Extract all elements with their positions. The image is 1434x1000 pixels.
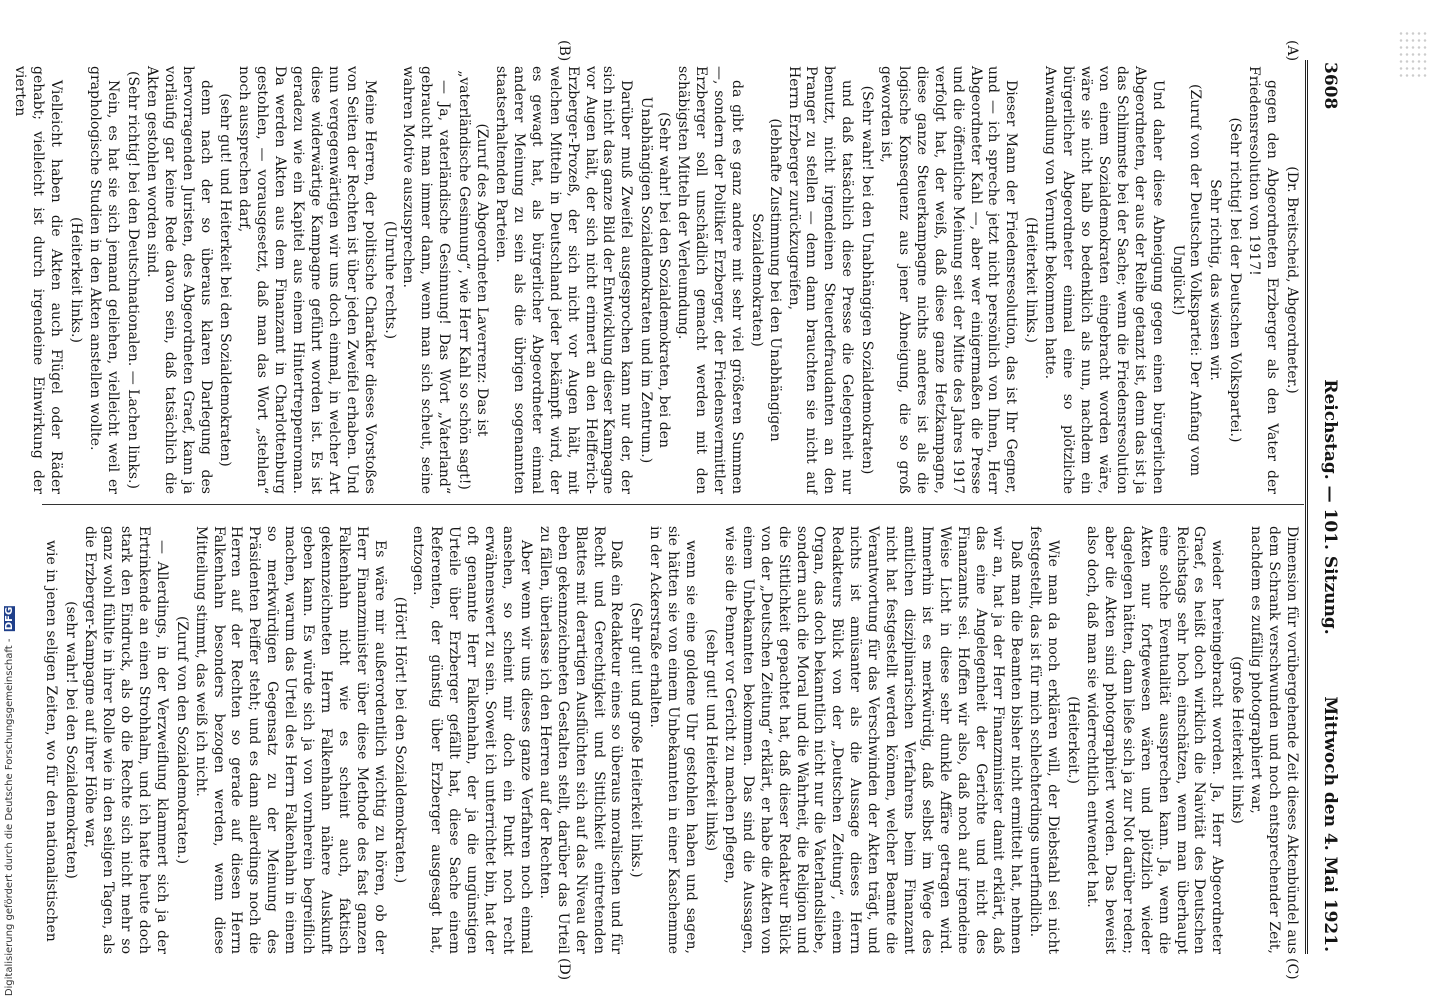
paragraph: Meine Herren, der politische Charakter dieses Vorstoßes von Seiten der Rechten ist über jeden Zweifel erhaben. Und nun vergegenwärtigen wir uns doch einmal, in welcher Art diese widerwärtige Kampagne geführt worden ist. Es ist geradezu wie ein Kapitel aus einem Hintertreppenroman. Da werden Akten aus dem Finanzamt in Charlottenburg gestohlen, — vorausgesetzt, daß man das Wort „stehlen“ noch aussprechen darf, xyxy=(236,66,378,494)
interjection: (Heiterkeit.) xyxy=(1065,696,1082,784)
interjection: (sehr wahr! bei den Sozialdemokraten) xyxy=(63,601,80,879)
paragraph: denn nach der so überaus klaren Darlegung des hervorragenden Juristen, des Abgeordneten Graef, kann ja vorläufig gar keine Rede davon sein, daß tatsächlich die Akten gestohlen worden sind. xyxy=(143,66,214,494)
interjection: (Zuruf von der Deutschen Volkspartei: Der Anfang vom Unglück!) xyxy=(1169,84,1204,476)
session-date: Mittwoch den 4. Mai 1921. xyxy=(1320,696,1340,952)
paragraph: Daß man die Beamten bisher nicht ermittelt hat, nehmen wir an, hat ja der Herr Finanzminister damit erklärt, daß das eine Angelegenheit der Gerichte und nicht des Finanzamts sei. Hoffen wir also, daß noch auf irgendeine Weise Licht in diese sehr dunkle Affäre getragen wird. Immerhin ist es merkwürdig, daß selbst im Wege des amtlichen disziplinarischen Verfahrens beim Finanzamt nicht hat festgestellt werden können, welcher Beamte die Verantwortung für das Verschwinden der Akten trägt, und nichts ist amüsanter als die Aussage dieses Herrn Redakteurs Bülck von der „Deutschen Zeitung“, einem Organ, das doch bekanntlich nicht nur die Vaterlandsliebe, sondern auch die Moral und die Wahrheit, die Religion und die Sittlichkeit gepachtet hat, daß dieser Redakteur Bülck von der „Deutschen Zeitung“ erklärt, er habe die Akten von einem Unbekannten bekommen. Das sind die Aussagen, wie sie die Penner vor Gericht zu machen pflegen, xyxy=(721,526,1025,954)
page-number: 3608 xyxy=(1320,62,1340,110)
interjection: (Sehr gut! und große Heiterkeit links.) xyxy=(628,602,645,878)
interjection: (große Heiterkeit links) xyxy=(1229,656,1246,824)
paragraph: wenn sie eine goldene Uhr gestohlen haben und sagen, sie hätten sie von einem Unbekannten in einer Kaschemme in der Ackerstraße erhalten. xyxy=(647,526,700,954)
paragraph: Dimension für vorübergehende Zeit dieses Aktenbündel aus dem Schrank verschwunden und noch entsprechender Zeit, nachdem es zufällig photographiert war, xyxy=(1248,526,1300,954)
left-column xyxy=(12,66,1300,494)
column-divider xyxy=(42,504,1304,505)
margin-label-c: (C) xyxy=(1284,958,1300,980)
interjection: (Heiterkeit links.) xyxy=(68,217,85,343)
paragraph: Darüber muß Zweifel ausgesprochen kann nur der, der sich nicht das ganze Bild der Entwicklung dieser Kampagne vor Augen hält, der sich nicht erinnert an den Helfferich-Erzberger-Prozeß, der sich nicht vor Augen hält, mit welchen Mitteln in Deutschland jeder bekämpft wird, der es gewagt hat, als bürgerlicher Abgeordneter einmal anderer Meinung zu sein als die übrigen sogenannten staatserhaltenden Parteien. xyxy=(493,66,635,494)
paragraph: Vielleicht haben die Akten auch Flügel oder Räder gehabt; vielleicht ist durch irgendeine Einwirkung der vierten xyxy=(12,66,65,494)
margin-label-b: (B) xyxy=(556,40,572,62)
paragraph: gegen den Abgeordneten Erzberger als den Vater der Friedensresolution von 1917! xyxy=(1246,66,1281,494)
interjection: (Sehr wahr! bei den Unabhängigen Sozialdemokraten) xyxy=(859,85,876,475)
running-header xyxy=(1305,60,1348,954)
session-title: Reichstag. — 101. Sitzung. xyxy=(1320,379,1340,635)
paragraph: da gibt es ganz andere mit sehr viel größeren Summen —, sondern der Politiker Erzberger, der Friedensvermittler Erzberger soll unschädlich gemacht werden mit den schäbigsten Mitteln der Verleumdung. xyxy=(675,66,745,494)
interjection: (Dr. Breitscheid, Abgeordneter.) xyxy=(1284,166,1300,394)
paragraph: wieder hereingebracht worden. Ja, Herr Abgeordneter Graef, es heißt doch wirklich die Naivität des Deutschen Reichstags sehr hoch einschätzen, wenn man überhaupt eine solche Eventualität aussprechen kann. Ja, wenn die Akten nur fortgewesen wären und plötzlich wieder dagelegen hätten, dann ließe sich ja zur Not darüber reden; aber die Akten sind photographiert worden. Das beweist also doch, daß man sie widerrechtlich entwendet hat. xyxy=(1084,526,1226,954)
paragraph: Wie man da noch erklären will, der Diebstahl sei nicht festgestellt, das ist für mich schlechterdings unerfindlich. xyxy=(1027,526,1062,954)
right-column xyxy=(38,526,1300,954)
interjection: (Zuruf des Abgeordneten Laverrenz: Das ist „vaterländische Gesinnung“, wie Herr Kahl so schön sagt!) xyxy=(456,70,491,490)
paragraph: wie in jenen seligen Zeiten, wo für den nationalistischen xyxy=(43,540,60,942)
paragraph: Es wäre mir außerordentlich wichtig zu hören, ob der Herr Finanzminister über diese Methode des fast ganzen Falkenhahn nicht wie es scheint auch, faktisch gekennzeichneten Herrn Falkenhahn nähere Auskunft geben kann. Es würde sich ja von vornherein begreiflich machen, warum das Urteil des Herrn Falkenhahn in einem so merkwürdigen Gegensatz zu der Meinung des Präsidenten Peiffer steht; und es dann allerdings noch die Herren auf der Rechten so gerade auf diesen Herrn Falkenhahn besonders bezogen werden, wenn diese Mitteilung stimmt, das weiß ich nicht. xyxy=(192,526,388,954)
interjection: (Heiterkeit links.) xyxy=(1023,217,1040,343)
interjection: Sehr richtig, das wissen wir. xyxy=(1207,179,1224,381)
interjection: (Sehr richtig! bei der Deutschen Volkspartei.) xyxy=(1227,117,1244,443)
interjection: (sehr gut! und Heiterkeit links) xyxy=(703,628,719,852)
interjection: (sehr gut! und Heiterkeit bei den Sozialdemokraten) xyxy=(217,93,234,467)
dfg-logo: DFG xyxy=(4,607,15,631)
paragraph: Aber wenn wir uns dieses ganze Verfahren noch einmal ansehen, so scheint mir doch ein Punkt noch recht erwähnenswert zu sein. Soweit ich unterrichtet bin, hat der oft genannte Herr Falkenhahn, der ja die ungünstigen Urteile über Erzberger gefällt hat, diese Sache einem Referenten, der günstig über Erzberger ausgesagt hat, entzogen. xyxy=(410,526,534,954)
interjection: (lebhafte Zustimmung bei den Unabhängigen Sozialdemokraten) xyxy=(748,118,783,442)
paragraph: Nein, es hat sie sich jemand geliehen, vielleicht weil er graphologische Studien in den Akten anstellen wollte. xyxy=(87,66,121,494)
paragraph: — Ja, vaterländische Gesinnung! Das Wort „Vaterland“ gebraucht man immer dann, wenn man sich scheut, seine wahren Motive auszusprechen. xyxy=(400,66,453,494)
paragraph: — Allerdings, in der Verzweiflung klammert sich ja der Ertrinkende an einen Strohhalm, und ich hatte heute doch stark den Eindruck, als ob die Rechte sich nicht mehr so ganz wohl fühlte in ihrer Rolle wie in den seligen Tagen, als die Erzberger-Kampagne auf ihrer Höhe war, xyxy=(82,526,170,954)
interjection: (Sehr wahr! bei den Sozialdemokraten, bei den Unabhängigen Sozialdemokraten und im Zentrum.) xyxy=(638,96,673,464)
credit-text: Digitalisierung gefördert durch die Deutsche Forschungsgemeinschaft - xyxy=(4,638,15,997)
margin-label-a: (A) xyxy=(1284,40,1300,62)
interjection: (Zuruf von den Sozialdemokraten.) xyxy=(173,615,190,865)
paragraph: und daß tatsächlich diese Presse die Gelegenheit nur benutzt, nicht irgendeinen Steuerdefraudanten an den Pranger zu stellen — denn dann brauchten sie nicht auf Herrn Erzberger zurückzugreifen, xyxy=(785,66,856,494)
paragraph: Dieser Mann der Friedensresolution, das ist Ihr Gegner, und — ich spreche jetzt nicht persönlich von Ihnen, Herr Abgeordneter Kahl —, aber wer einigermaßen die Presse und die öffentliche Meinung seit der Mitte des Jahres 1917 verfolgt hat, der weiß, daß diese ganze Hetzkampagne, diese ganze Steuerkampagne nichts anderes ist als die logische Konsequenz aus jener Abneigung, die so groß geworden ist, xyxy=(878,66,1020,494)
paragraph: Und daher diese Abneigung gegen einen bürgerlichen Abgeordneten, der aus der Reihe getanzt ist, denn das ist ja das Schlimmste bei der Sache; wenn die Friedensresolution von einem Sozialdemokraten eingebracht worden wäre, wäre sie nicht halb so bedenklich als nun, nachdem ein bürgerlicher Abgeordneter einmal eine so plötzliche Anwandlung von Vernunft bekommen hatte. xyxy=(1042,66,1166,494)
margin-label-d: (D) xyxy=(556,958,572,981)
interjection: (Unruhe rechts.) xyxy=(381,220,398,340)
interjection: (Hört! Hört! bei den Sozialdemokraten.) xyxy=(391,596,408,884)
digitization-credit xyxy=(4,606,22,996)
paragraph: Daß ein Redakteur eines so überaus moralischen und für Recht und Gerechtigkeit und Sittlichkeit eintretenden Blattes mit derartigen Ausflüchten sich auf das Niveau der eben gekennzeichneten Gestalten stellt, darüber das Urteil zu fällen, überlasse ich den Herren auf der Rechten. xyxy=(536,526,625,954)
interjection: (Sehr richtig! bei den Deutschnationalen. — Lachen links.) xyxy=(124,71,141,489)
